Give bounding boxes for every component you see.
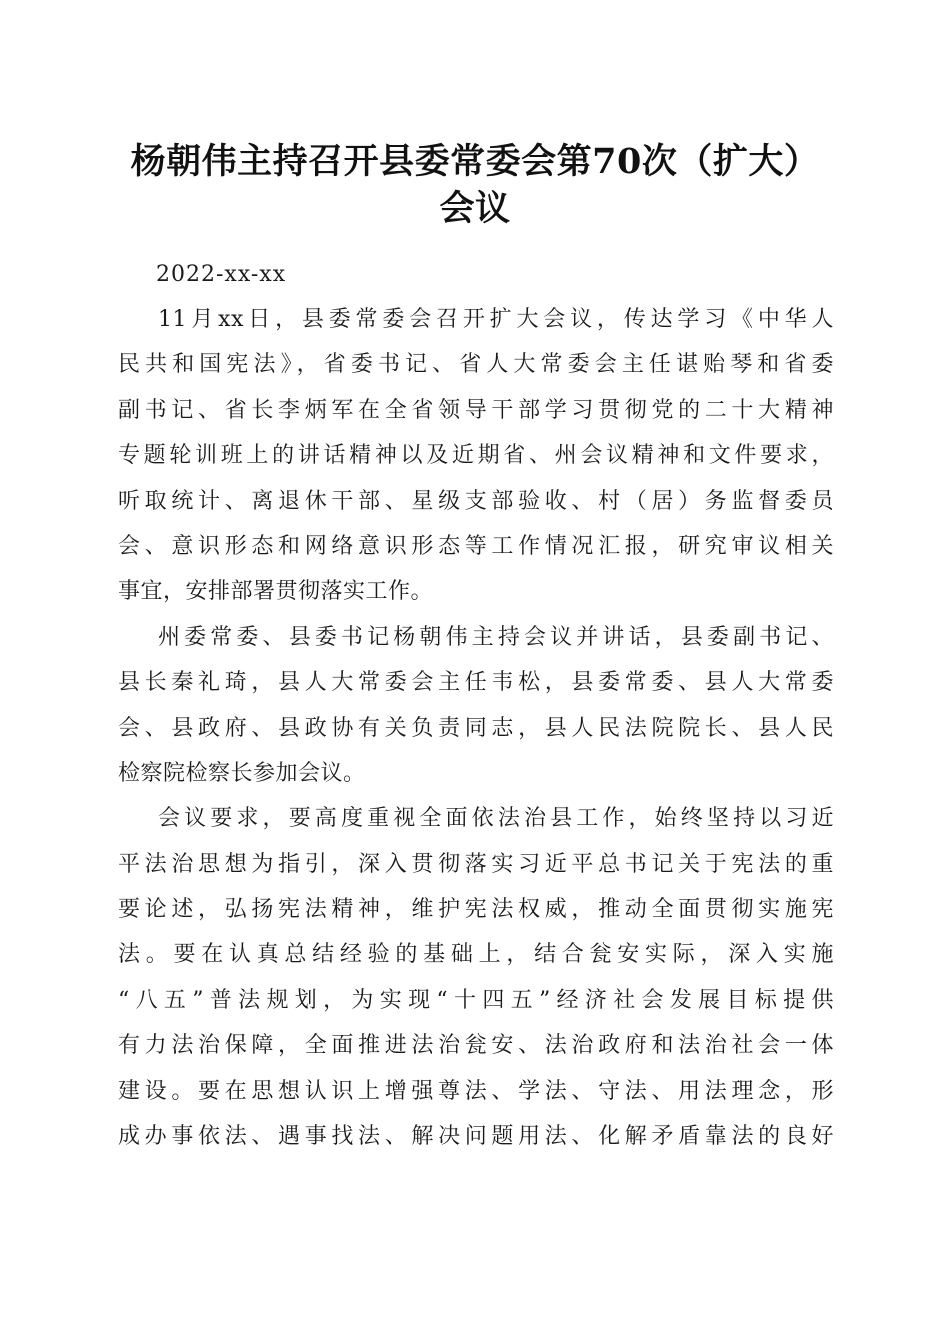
paragraph-line: 会、县政府、县政协有关负责同志，县人民法院院长、县人民 (118, 715, 834, 741)
paragraph-line: 县长秦礼琦，县人大常委会主任韦松，县委常委、县人大常委 (118, 670, 834, 696)
title-line-2: 会议 (439, 188, 511, 229)
paragraph-line: 有力法治保障，全面推进法治瓮安、法治政府和法治社会一体 (118, 1033, 834, 1059)
paragraph-line: 检察院检察长参加会议。 (118, 760, 366, 786)
paragraph-line: 11月xx日，县委常委会召开扩大会议，传达学习《中华人 (158, 307, 834, 332)
document-title (100, 138, 850, 232)
paragraph-line: 副书记、省长李炳军在全省领导干部学习贯彻党的二十大精神 (118, 397, 834, 423)
paragraph-line: 平法治思想为指引，深入贯彻落实习近平总书记关于宪法的重 (118, 851, 834, 877)
document-body (118, 252, 834, 1159)
paragraph-line: 会、意识形态和网络意识形态等工作情况汇报，研究审议相关 (118, 533, 834, 559)
document-date: 2022-xx-xx (156, 262, 287, 287)
paragraph-line: 要论述，弘扬宪法精神，维护宪法权威，推动全面贯彻实施宪 (118, 897, 834, 923)
paragraph-line: 州委常委、县委书记杨朝伟主持会议并讲话，县委副书记、 (158, 624, 834, 650)
paragraph-line: 建设。要在思想认识上增强尊法、学法、守法、用法理念，形 (118, 1078, 834, 1104)
paragraph-line: 听取统计、离退休干部、星级支部验收、村（居）务监督委员 (118, 488, 834, 514)
paragraph-line: 民共和国宪法》，省委书记、省人大常委会主任谌贻琴和省委 (118, 352, 834, 378)
title-line-1: 杨朝伟主持召开县委常委会第70次（扩大） (130, 141, 820, 182)
paragraph-2 (118, 615, 834, 797)
paragraph-line: 会议要求，要高度重视全面依法治县工作，始终坚持以习近 (158, 806, 834, 832)
paragraph-line: 法。要在认真总结经验的基础上，结合瓮安实际，深入实施 (118, 942, 834, 968)
paragraph-3 (118, 796, 834, 1159)
paragraph-line: 成办事依法、遇事找法、解决问题用法、化解矛盾靠法的良好 (118, 1124, 834, 1150)
paragraph-line: 事宜，安排部署贯彻落实工作。 (118, 579, 434, 605)
paragraph-1 (118, 297, 834, 615)
paragraph-line: 专题轮训班上的讲话精神以及近期省、州会议精神和文件要求， (118, 443, 834, 469)
paragraph-line: “八五”普法规划，为实现“十四五”经济社会发展目标提供 (118, 987, 834, 1013)
